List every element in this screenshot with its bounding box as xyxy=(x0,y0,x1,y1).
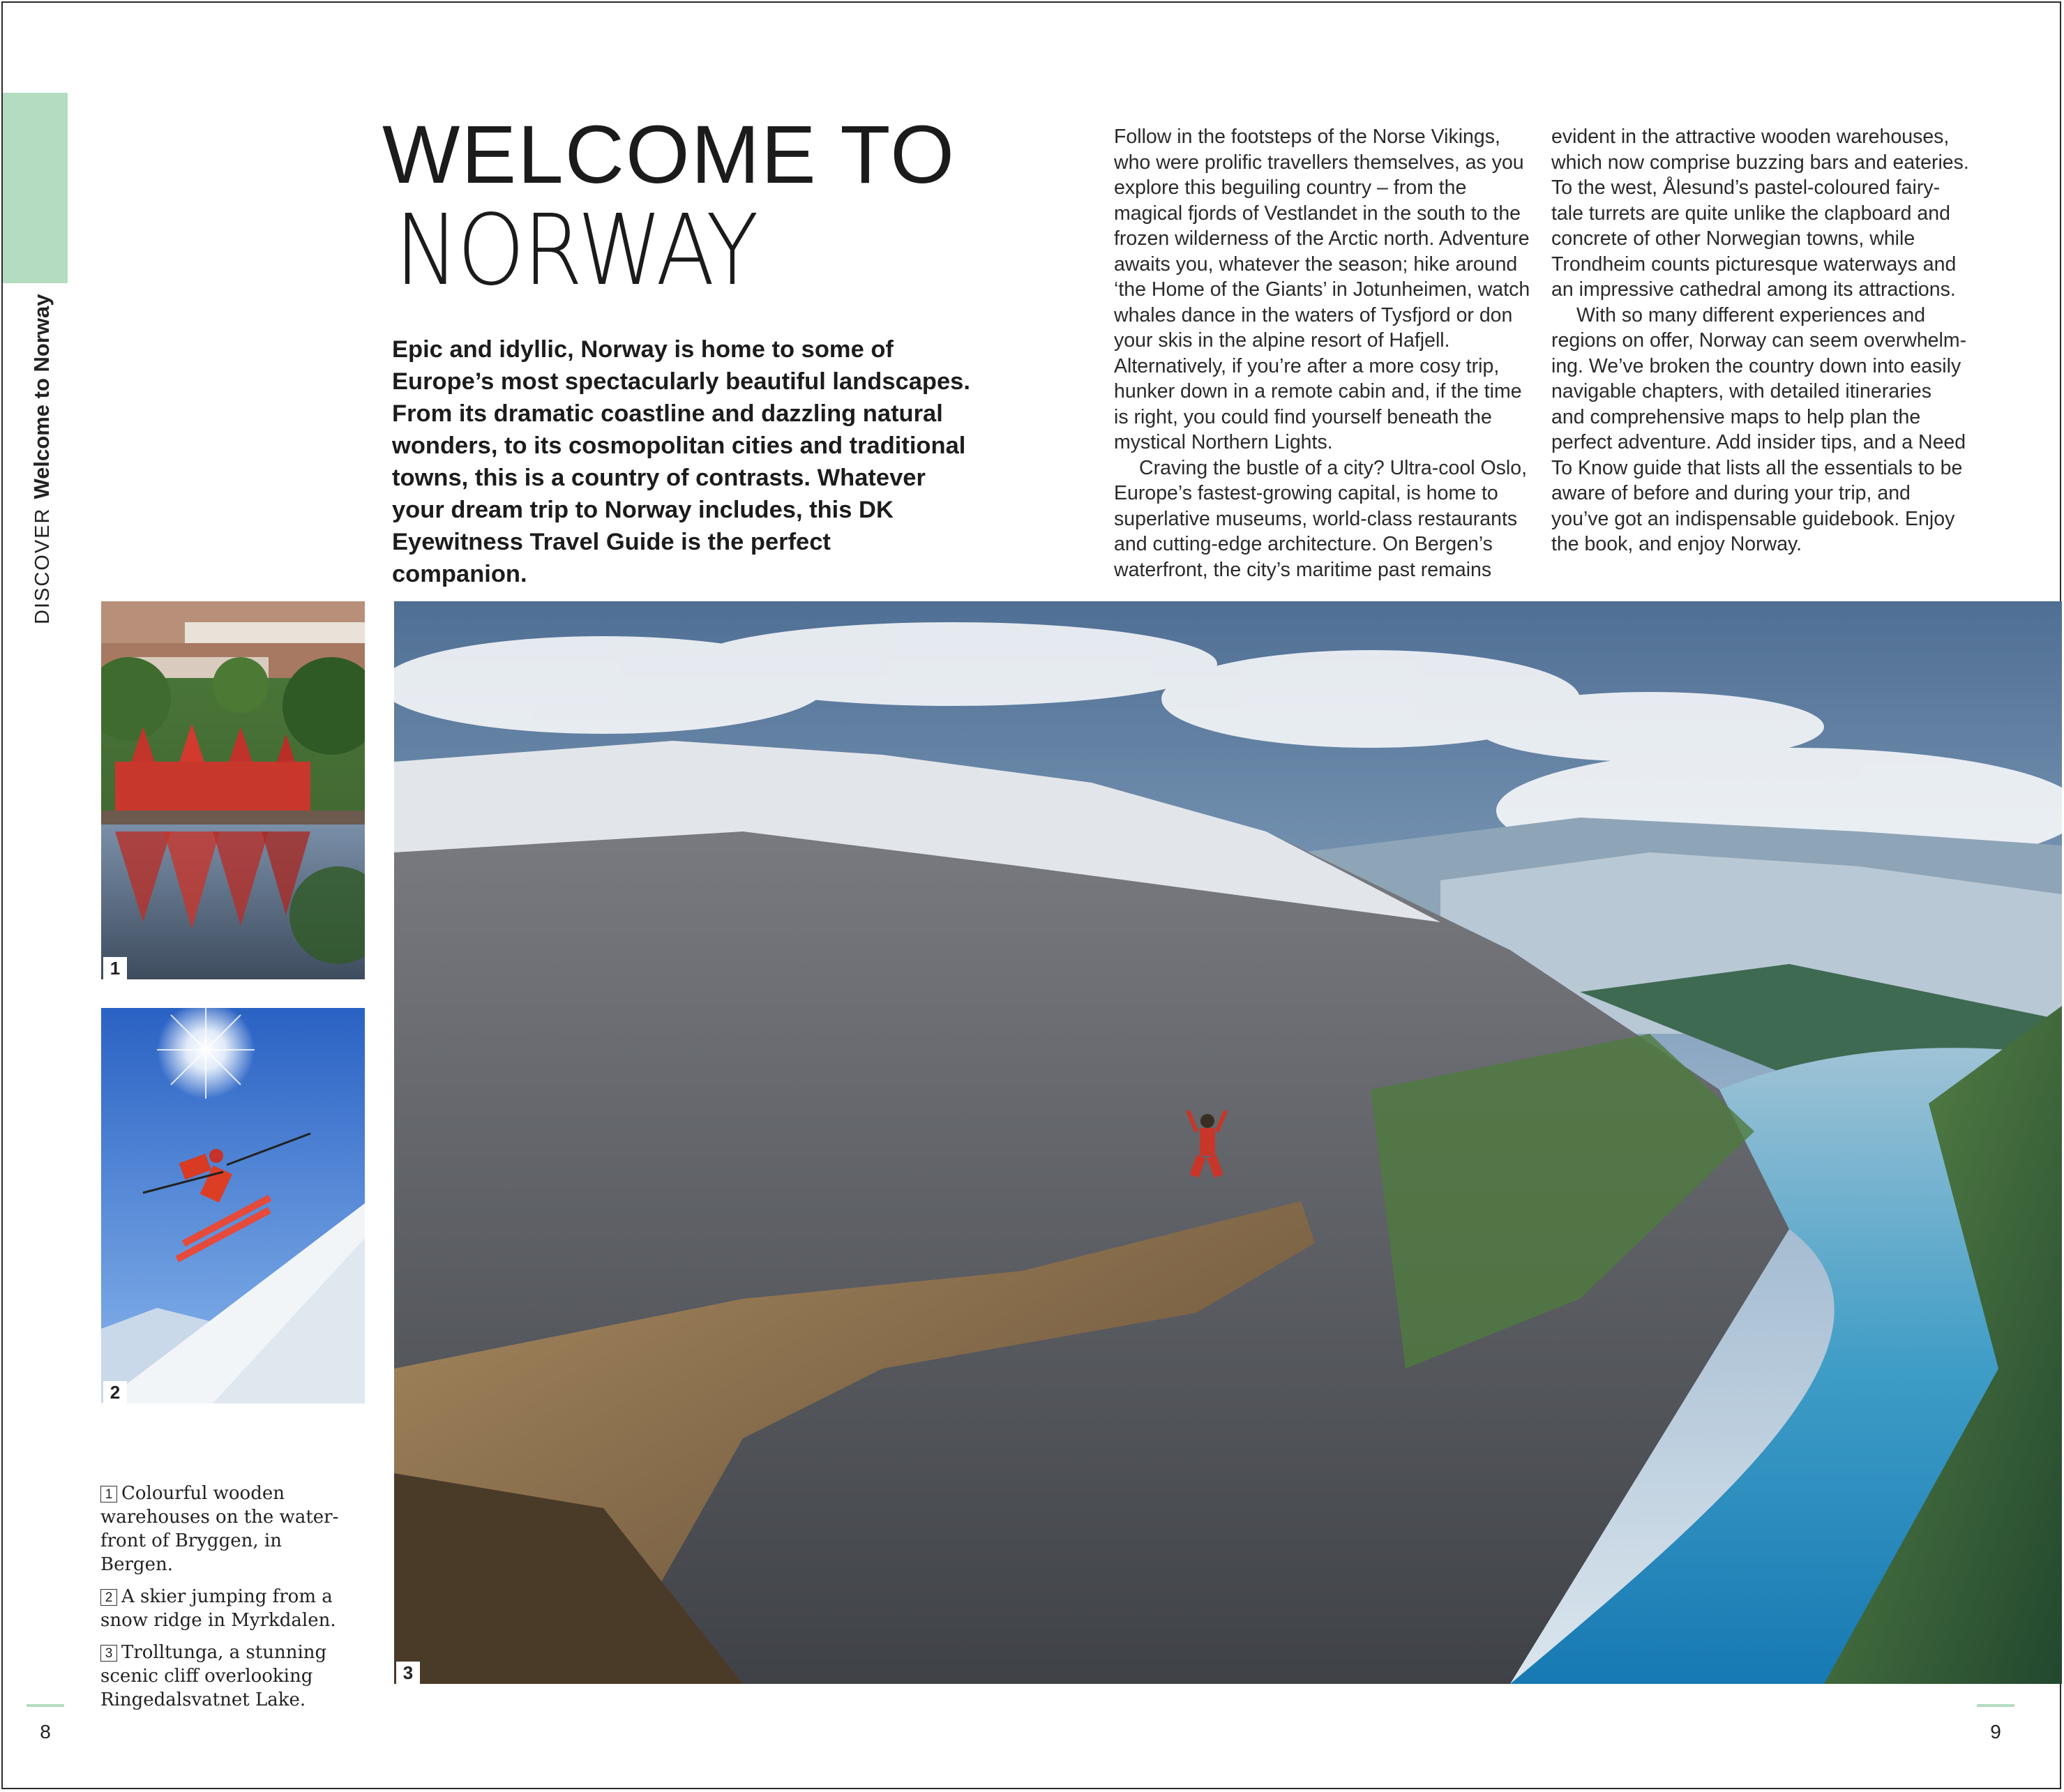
body-paragraph: Follow in the footsteps of the Norse Vikings, who were prolific travellers themselves, as you explore this beguiling country – from the magical fjords of Vestlandet in the south to the frozen wilderness of the Arctic north. Adventure awaits you, whatever the season; hike around ‘the Home of the Giants’ in Jotunheimen, watch whales dance in the waters of Tysfjord or don your skis in the alpine resort of Hafjell. Alternatively, if you’re after a more cosy trip, hunker down in a remote cabin and, if the time is right, you could find yourself beneath the mystical Northern Lights. xyxy=(1114,126,1530,453)
section-title: Welcome to Norway xyxy=(29,294,54,499)
page-title xyxy=(382,109,1010,308)
body-column-1 xyxy=(1114,124,1532,582)
caption-text: Colourful wooden warehouses on the water-front of Bryggen, in Bergen. xyxy=(100,1483,339,1575)
page-number-text: 8 xyxy=(40,1721,51,1742)
caption-text: A skier jumping from a snow ridge in Myrkdalen. xyxy=(100,1586,336,1631)
photo-number-2: 2 xyxy=(103,1381,127,1403)
title-line-1: WELCOME TO xyxy=(382,109,956,201)
body-column-2 xyxy=(1551,124,1970,557)
body-paragraph: Craving the bustle of a city? Ultra-cool Oslo, Europe’s fastest-growing capital, is home to superlative museums, world-class restaurants and cutting-edge architecture. On Bergen’s waterfront, the city’s maritime past remains xyxy=(1114,456,1527,581)
photo-trolltunga xyxy=(394,601,2062,1684)
caption-3 xyxy=(100,1641,359,1712)
section-discover: DISCOVER xyxy=(31,507,54,624)
caption-number-box: 3 xyxy=(100,1645,117,1662)
intro-paragraph: Epic and idyllic, Norway is home to some of Europe’s most spectacularly beautiful landscapes. From its dramatic coastline and dazzling natural wonders, to its cosmopolitan cities and traditional towns, this is a country of contrasts. Whatever your dream trip to Norway includes, this DK Eyewitness Travel Guide is the perfect companion. xyxy=(392,336,970,587)
photo-number-1: 1 xyxy=(103,957,127,979)
photo-skier xyxy=(101,1008,365,1403)
title-line-2: NORWAY xyxy=(395,194,757,308)
caption-number-box: 1 xyxy=(100,1486,117,1503)
caption-text: Trolltunga, a stunning scenic cliff overlooking Ringedalsvatnet Lake. xyxy=(100,1642,327,1710)
caption-number-box: 2 xyxy=(100,1589,117,1606)
page-number-right xyxy=(1977,1721,2014,1743)
page-number-text: 9 xyxy=(1990,1721,2001,1742)
section-label xyxy=(29,294,54,625)
body-paragraph: With so many different experiences and regions on offer, Norway can seem overwhelm-ing. We’ve broken the country down into easily navigable chapters, with detailed itineraries and comprehensive maps to help plan the perfect adventure. Add insider tips, and a Need To Know guide that lists all the essentials to be aware of before and during your trip, and you’ve got an indispensable guidebook. Enjoy the book, and enjoy Norway. xyxy=(1551,303,1967,555)
caption-1 xyxy=(100,1482,359,1576)
page-number-bar xyxy=(1977,1704,2014,1707)
photo-captions xyxy=(100,1482,359,1720)
caption-2 xyxy=(100,1585,359,1632)
page-number-left xyxy=(27,1721,64,1743)
body-paragraph: evident in the attractive wooden warehouses, which now comprise buzzing bars and eateries. To the west, Ålesund’s pastel-coloured fairy-tale turrets are quite unlike the clapboard and concrete of other Norwegian towns, while Trondheim counts picturesque waterways and an impressive cathedral among its attractions. xyxy=(1551,126,1969,301)
page-number-bar xyxy=(27,1704,64,1707)
photo-bryggen xyxy=(101,601,365,979)
photo-number-3: 3 xyxy=(396,1662,420,1684)
section-tab xyxy=(3,93,68,283)
